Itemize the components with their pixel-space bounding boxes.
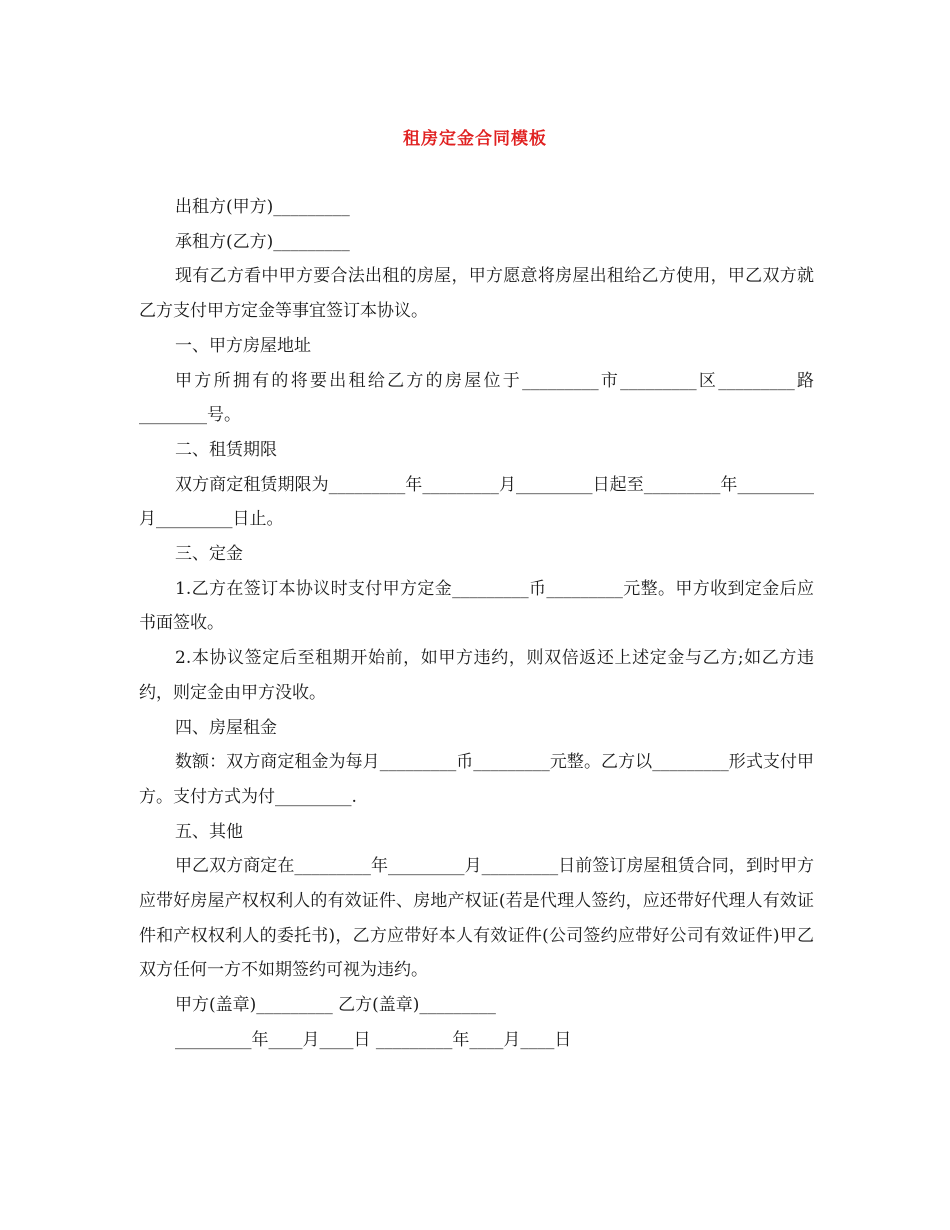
section-heading-deposit: 三、定金	[175, 544, 243, 565]
paragraph-term: 双方商定租赁期限为_________年_________月_________日起至_________年_________月_________日止。	[139, 474, 814, 530]
signature-line: 甲方(盖章)_________ 乙方(盖章)_________	[175, 995, 496, 1016]
paragraph-lessee: 承租方(乙方)_________	[175, 231, 350, 252]
paragraph-deposit-2: 2.本协议签定后至租期开始前，如甲方违约，则双倍返还上述定金与乙方;如乙方违约，则定金由甲方没收。	[139, 648, 814, 703]
paragraph-deposit-1: 1.乙方在签订本协议时支付甲方定金_________币_________元整。甲方收到定金后应书面签收。	[139, 578, 814, 634]
paragraph-lessor: 出租方(甲方)_________	[175, 197, 350, 217]
paragraph-preamble: 现有乙方看中甲方要合法出租的房屋，甲方愿意将房屋出租给乙方使用，甲乙双方就乙方支付甲方定金等事宜签订本协议。	[139, 266, 814, 322]
paragraph-rent: 数额：双方商定租金为每月_________币_________元整。乙方以_________形式支付甲方。支付方式为付_________.	[139, 752, 814, 807]
section-heading-rent: 四、房屋租金	[175, 717, 277, 738]
date-line: _________年____月____日 _________年____月____日	[175, 1029, 572, 1050]
section-heading-address: 一、甲方房屋地址	[175, 335, 311, 356]
document-title: 租房定金合同模板	[403, 129, 547, 149]
document-body	[139, 190, 814, 1058]
paragraph-other: 甲乙双方商定在_________年_________月_________日前签订房屋租赁合同，到时甲方应带好房屋产权权利人的有效证件、房地产权证(若是代理人签约，应还带好代理人有效证件和产权权利人的委托书)，乙方应带好本人有效证件(公司签约应带好公司有效证件)甲乙双方任何一方不如期签约可视为违约。	[139, 856, 814, 981]
paragraph-address: 甲方所拥有的将要出租给乙方的房屋位于_________市_________区_________路________号。	[139, 370, 814, 426]
section-heading-term: 二、租赁期限	[175, 439, 277, 460]
section-heading-other: 五、其他	[175, 821, 243, 842]
